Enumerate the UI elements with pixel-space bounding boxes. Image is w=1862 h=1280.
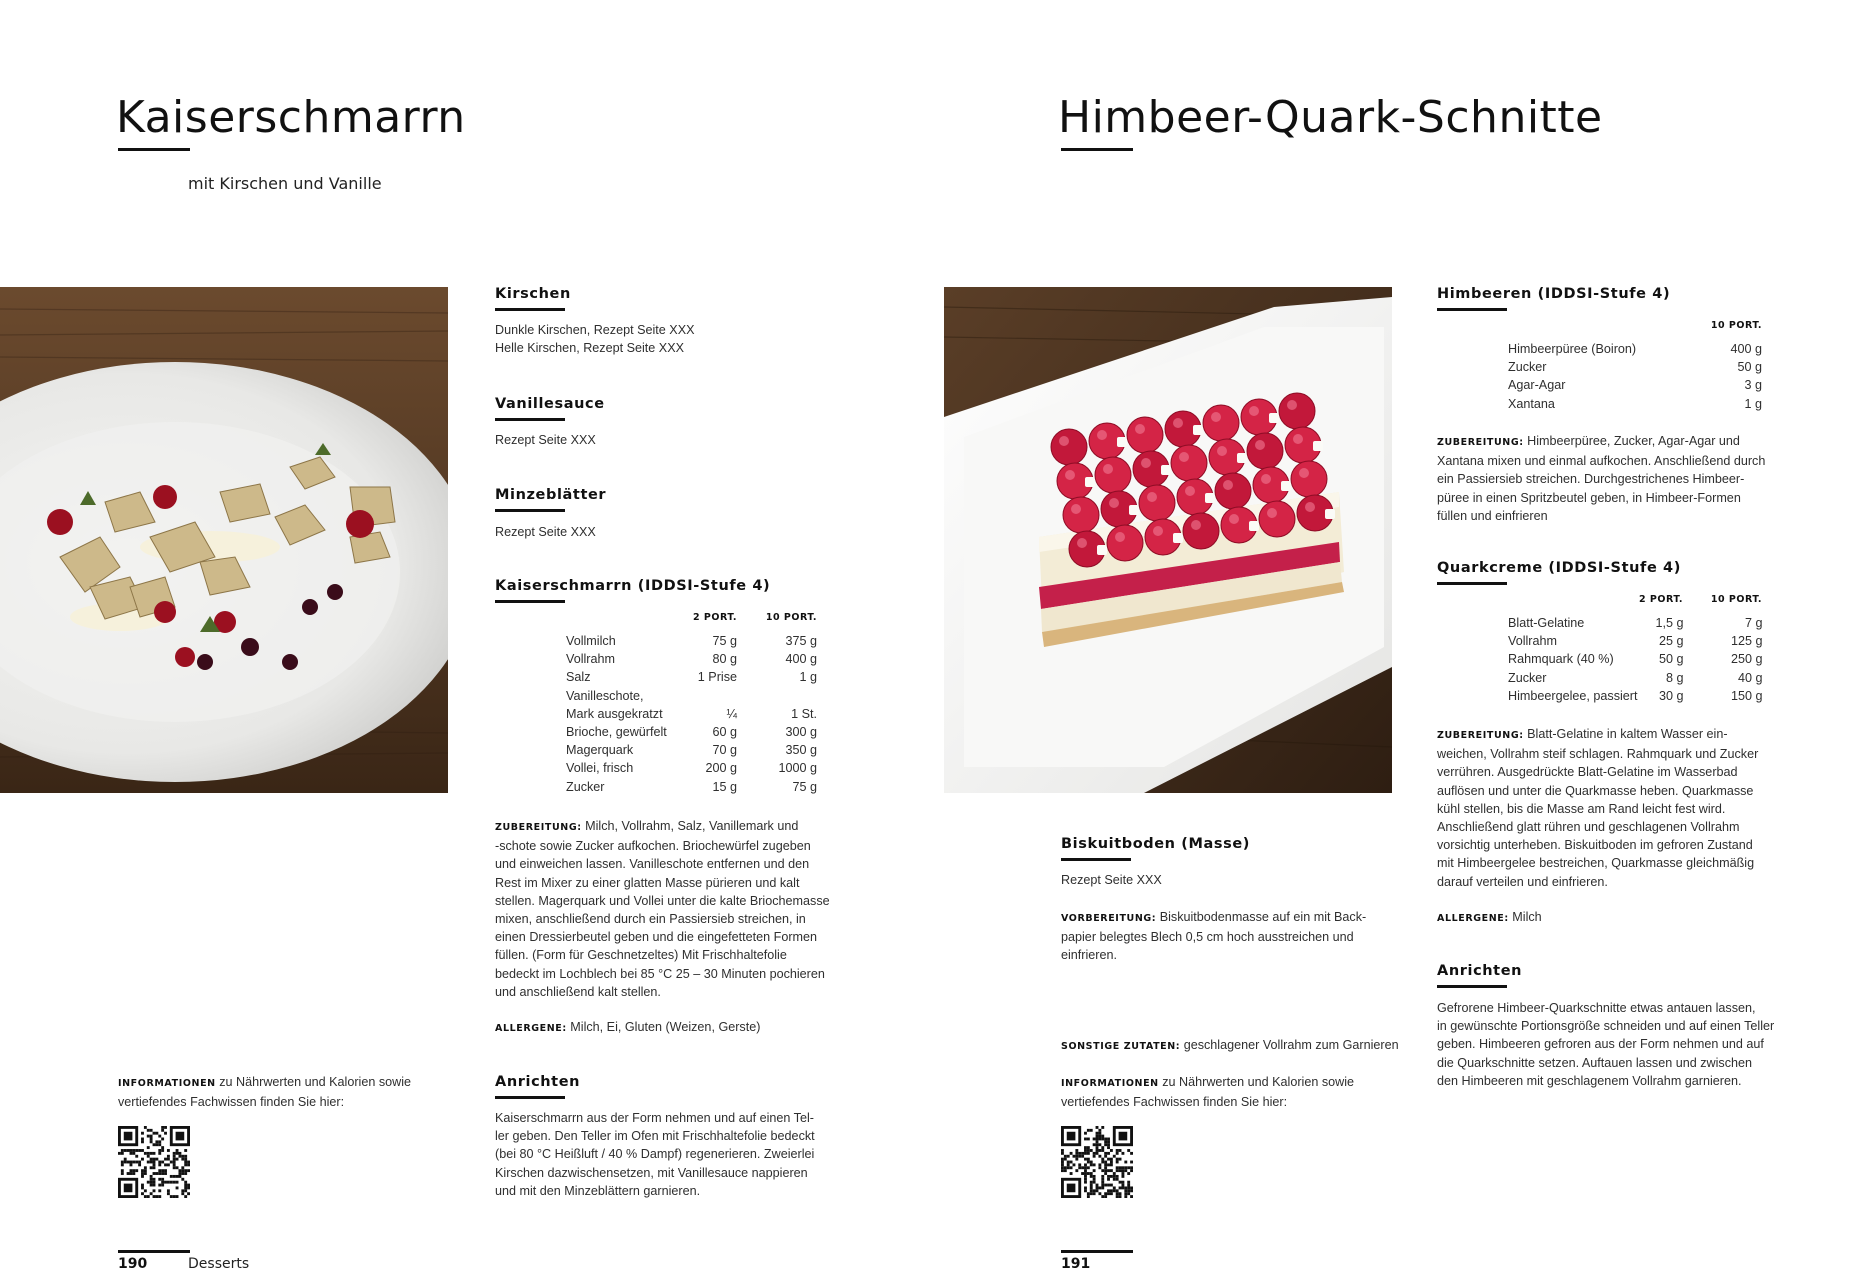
ingredient-row [1508,650,1763,668]
ingredient-amount: 350 g [785,743,817,758]
ingredient-table-kaiserschmarrn [566,632,817,796]
text-line: kühl stellen, bis die Masse am Rand leicht fest wird. [1437,801,1726,816]
sonstige-zutaten: SONSTIGE ZUTATEN: geschlagener Vollrahm zum Garnieren [1061,1038,1399,1052]
text-line: den Himbeeren mit geschlagenem Vollrahm garnieren. [1437,1073,1742,1088]
text-line: weichen, Vollrahm steif schlagen. Rahmquark und Zucker [1437,747,1759,762]
info-text-right [1061,1073,1381,1111]
ingredient-name: Xantana [1508,396,1555,411]
text-line: Kirschen dazwischensetzen, mit Vanillesauce nappieren [495,1165,808,1180]
section-heading: Quarkcreme (IDDSI-Stufe 4) [1437,560,1681,576]
text-line: Kaiserschmarrn aus der Form nehmen und auf einen Tel- [495,1111,814,1125]
himbeeren-preparation [1437,432,1787,525]
text-line: ler geben. Den Teller im Ofen mit Frischhaltefolie bedeckt [495,1129,815,1144]
anrichten-text-right [1437,999,1797,1090]
text-line: geben. Himbeeren gefroren aus der Form nehmen und auf [1437,1037,1764,1052]
section-anrichten-left [495,1074,580,1099]
text-line: ZUBEREITUNG: Himbeerpüree, Zucker, Agar-Agar und [1437,434,1740,448]
text-line: ZUBEREITUNG: Blatt-Gelatine in kaltem Wasser ein- [1437,727,1728,741]
biskuit-text: Rezept Seite XXX [1061,873,1162,887]
ingredient-name: Zucker [1508,360,1547,375]
page-number-left: 190 [118,1256,148,1272]
text-line: VORBEREITUNG: Biskuitbodenmasse auf ein mit Back- [1061,910,1367,924]
ingredient-amount: 50 g [1658,652,1684,667]
ingredient-amount: 1 St. [791,706,817,721]
ingredient-amount: 50 g [1737,360,1762,375]
text-line: ZUBEREITUNG: Milch, Vollrahm, Salz, Vanillemark und [495,819,799,833]
section-rule [1437,582,1507,585]
ingredient-name: Salz [566,670,591,685]
himbeer-quark-photo [944,287,1392,793]
ingredient-row [566,778,817,796]
page-number-right: 191 [1061,1256,1091,1272]
text-line: und einweichen lassen. Vanilleschote entfernen und den [495,857,810,872]
section-rule [495,509,565,512]
ingredient-name: Vanilleschote, [566,688,644,703]
text-line: Helle Kirschen, Rezept Seite XXX [495,341,684,356]
page-title-left: Kaiserschmarrn [116,92,466,143]
text-line: in gewünschte Portionsgröße schneiden und auf einen Teller [1437,1019,1775,1034]
section-heading: Kaiserschmarrn (IDDSI-Stufe 4) [495,578,771,594]
ingredient-amount: 75 g [712,634,737,648]
folio-rule-right [1061,1250,1133,1253]
ingredient-amount: 25 g [1658,634,1684,649]
ingredient-row [566,632,817,650]
section-rule [495,308,565,311]
section-heading: Anrichten [1437,963,1523,979]
text-line: vertiefendes Fachwissen finden Sie hier: [118,1095,345,1110]
column-header-2-port: 2 PORT. [1639,594,1683,605]
text-line: und mit den Minzeblättern garnieren. [495,1183,701,1198]
ingredient-row [1508,395,1762,413]
section-minzeblaetter [495,487,606,512]
ingredient-amount: 3 g [1744,378,1762,393]
section-heading: Vanillesauce [495,396,605,412]
ingredient-name: Himbeerpüree (Boiron) [1508,342,1637,356]
ingredient-amount: 75 g [792,779,817,794]
kirschen-text [495,321,695,357]
ingredient-name: Himbeergelee, passiert [1508,688,1638,703]
ingredient-amount: 30 g [1658,688,1684,703]
text-line: vertiefendes Fachwissen finden Sie hier: [1061,1095,1288,1110]
ingredient-row [566,705,817,723]
folio-rule-left [118,1250,190,1253]
allergen-label: ALLERGENE: [1437,913,1509,924]
biskuit-preparation [1061,908,1406,965]
allergen-label: ALLERGENE: [495,1023,567,1034]
ingredient-amount: 200 g [705,761,737,776]
ingredient-amount: 400 g [1730,342,1762,356]
section-kirschen [495,286,571,311]
section-heading: Minzeblätter [495,487,607,503]
text-line: stellen. Magerquark und Vollei unter die kalte Briochemasse [495,893,830,908]
ingredient-amount: 1 Prise [697,670,737,685]
ingredient-row [1508,614,1763,632]
section-vanillesauce [495,396,605,421]
section-rule [495,600,565,603]
section-himbeeren [1437,286,1670,311]
text-line: (bei 80 °C Heißluft / 40 % Dampf) regenerieren. Zweierlei [495,1147,815,1162]
qr-code-left[interactable] [118,1126,190,1198]
ingredient-row [566,668,817,686]
ingredient-row [1508,669,1763,687]
section-heading: Himbeeren (IDDSI-Stufe 4) [1437,286,1671,302]
text-line: Dunkle Kirschen, Rezept Seite XXX [495,323,695,337]
prep-label: ZUBEREITUNG: [495,822,582,833]
ingredient-name: Agar-Agar [1508,378,1566,393]
text-line: mixen, anschließend durch ein Passiersieb streichen, in [495,912,806,927]
text-line: und anschließend kalt stellen. [495,984,661,999]
column-header-2-port: 2 PORT. [693,612,737,623]
section-anrichten-right [1437,963,1522,988]
section-heading: Anrichten [495,1074,581,1090]
text-line: INFORMATIONEN zu Nährwerten und Kalorien sowie [1061,1075,1355,1089]
running-section-name: Desserts [188,1256,250,1272]
ingredient-amount: 125 g [1730,634,1763,649]
ingredient-amount: 300 g [785,725,817,740]
text-line: -schote sowie Zucker aufkochen. Briochewürfel zugeben [495,839,811,854]
prep-label: ZUBEREITUNG: [1437,437,1524,448]
text-line: INFORMATIONEN zu Nährwerten und Kalorien sowie [118,1075,412,1089]
ingredient-amount: 1 g [799,670,817,685]
ingredient-table-himbeeren [1508,340,1762,413]
text-line: einfrieren. [1061,948,1118,963]
ingredient-amount: 80 g [712,652,737,667]
ingredient-amount: 60 g [712,725,737,740]
ingredient-amount: 40 g [1737,670,1763,685]
ingredient-amount: ¼ [726,706,737,721]
info-label: INFORMATIONEN [1061,1078,1159,1089]
ingredient-name: Zucker [566,779,605,794]
ingredient-amount: 1 g [1744,396,1762,411]
section-rule [1437,985,1507,988]
ingredient-name: Mark ausgekratzt [566,706,663,721]
text-line: vorsichtig unterheben. Biskuitboden im gefroren Zustand [1437,838,1753,853]
text-line: Gefrorene Himbeer-Quarkschnitte etwas antauen lassen, [1437,1001,1756,1015]
kaiserschmarrn-photo [0,287,448,793]
anrichten-text-left [495,1109,840,1200]
text-line: füllen und einfrieren [1437,508,1548,523]
section-rule [1437,308,1507,311]
ingredient-amount: 15 g [712,779,737,794]
vanillesauce-text: Rezept Seite XXX [495,433,596,447]
ingredient-amount [691,687,737,705]
column-header-10-port: 10 PORT. [765,612,817,623]
ingredient-amount: 400 g [785,652,817,667]
ingredient-row [566,650,817,668]
ingredient-name: Vollei, frisch [566,761,634,776]
page-subtitle-left: mit Kirschen und Vanille [188,174,382,193]
text-line: bedeckt im Lochblech bei 85 °C 25 – 30 Minuten pochieren [495,966,825,981]
ingredient-row [1508,632,1763,650]
ingredient-table-quarkcreme [1508,614,1763,705]
ingredient-amount [737,687,817,705]
text-line: verrühren. Ausgedrückte Blatt-Gelatine im Wasserbad [1437,765,1738,780]
section-rule [495,418,565,421]
ingredient-amount: 1000 g [778,761,817,776]
info-label: INFORMATIONEN [118,1078,216,1089]
ingredient-name: Vollrahm [566,652,615,667]
ingredient-row [1508,358,1762,376]
ingredient-row [1508,376,1762,394]
section-rule [495,1096,565,1099]
quarkcreme-preparation [1437,725,1787,891]
kaiserschmarrn-preparation [495,817,840,1001]
column-header-10-port: 10 PORT. [1710,594,1762,605]
ingredient-name: Rahmquark (40 %) [1508,652,1614,667]
kaiserschmarrn-allergens: ALLERGENE: Milch, Ei, Gluten (Weizen, Gerste) [495,1020,761,1034]
ingredient-name: Blatt-Gelatine [1508,616,1585,630]
text-line: ein Passiersieb streichen. Durchgestrichenes Himbeer- [1437,472,1745,487]
title-rule-left [118,148,190,151]
text-line: die Quarkschnitte setzen. Auftauen lassen und zwischen [1437,1055,1753,1070]
ingredient-name: Magerquark [566,743,634,758]
ingredient-row [1508,340,1762,358]
text-line: Xantana mixen und einmal aufkochen. Anschließend durch [1437,454,1766,469]
qr-code-right[interactable] [1061,1126,1133,1198]
ingredient-row [566,723,817,741]
prep-label: VORBEREITUNG: [1061,913,1157,924]
text-line: darauf verteilen und einfrieren. [1437,874,1608,889]
sonstige-label: SONSTIGE ZUTATEN: [1061,1041,1181,1052]
ingredient-name: Vollrahm [1508,634,1557,649]
minze-text: Rezept Seite XXX [495,525,596,539]
section-kaiserschmarrn [495,578,770,603]
ingredient-row [566,759,817,777]
text-line: auflösen und unter die Quarkmasse heben. Quarkmasse [1437,783,1754,798]
quarkcreme-allergens: ALLERGENE: Milch [1437,910,1542,924]
prep-label: ZUBEREITUNG: [1437,730,1524,741]
text-line: Anschließend glatt rühren und geschlagenen Vollrahm [1437,820,1740,835]
text-line: papier belegtes Blech 0,5 cm hoch ausstreichen und [1061,930,1354,945]
section-rule [1061,858,1131,861]
section-quarkcreme [1437,560,1681,585]
ingredient-amount: 8 g [1665,670,1684,685]
ingredient-row [566,687,817,705]
text-line: füllen. (Form für Geschnetzeltes) Mit Frischhaltefolie [495,948,787,963]
section-biskuitboden [1061,836,1250,861]
ingredient-row [1508,687,1763,705]
section-heading: Kirschen [495,286,571,302]
ingredient-name: Zucker [1508,670,1547,685]
ingredient-row [566,741,817,759]
section-heading: Biskuitboden (Masse) [1061,836,1251,852]
text-line: mit Himbeergelee bestreichen, Quarkmasse gleichmäßig [1437,856,1755,871]
info-text-left [118,1073,438,1111]
text-line: einen Dressierbeutel geben und die eingefetteten Formen [495,930,818,945]
text-line: püree in einen Spritzbeutel geben, in Himbeer-Formen [1437,490,1741,505]
text-line: Rest im Mixer zu einer glatten Masse pürieren und kalt [495,875,800,890]
ingredient-amount: 70 g [712,743,737,758]
ingredient-amount: 7 g [1744,616,1763,630]
ingredient-name: Vollmilch [566,634,616,648]
ingredient-name: Brioche, gewürfelt [566,725,667,740]
page-title-right: Himbeer-Quark-Schnitte [1058,92,1603,143]
ingredient-amount: 250 g [1730,652,1763,667]
ingredient-amount: 1,5 g [1655,616,1684,630]
ingredient-amount: 150 g [1730,688,1763,703]
column-header-10-port: 10 PORT. [1710,320,1762,331]
title-rule-right [1061,148,1133,151]
ingredient-amount: 375 g [785,634,817,648]
